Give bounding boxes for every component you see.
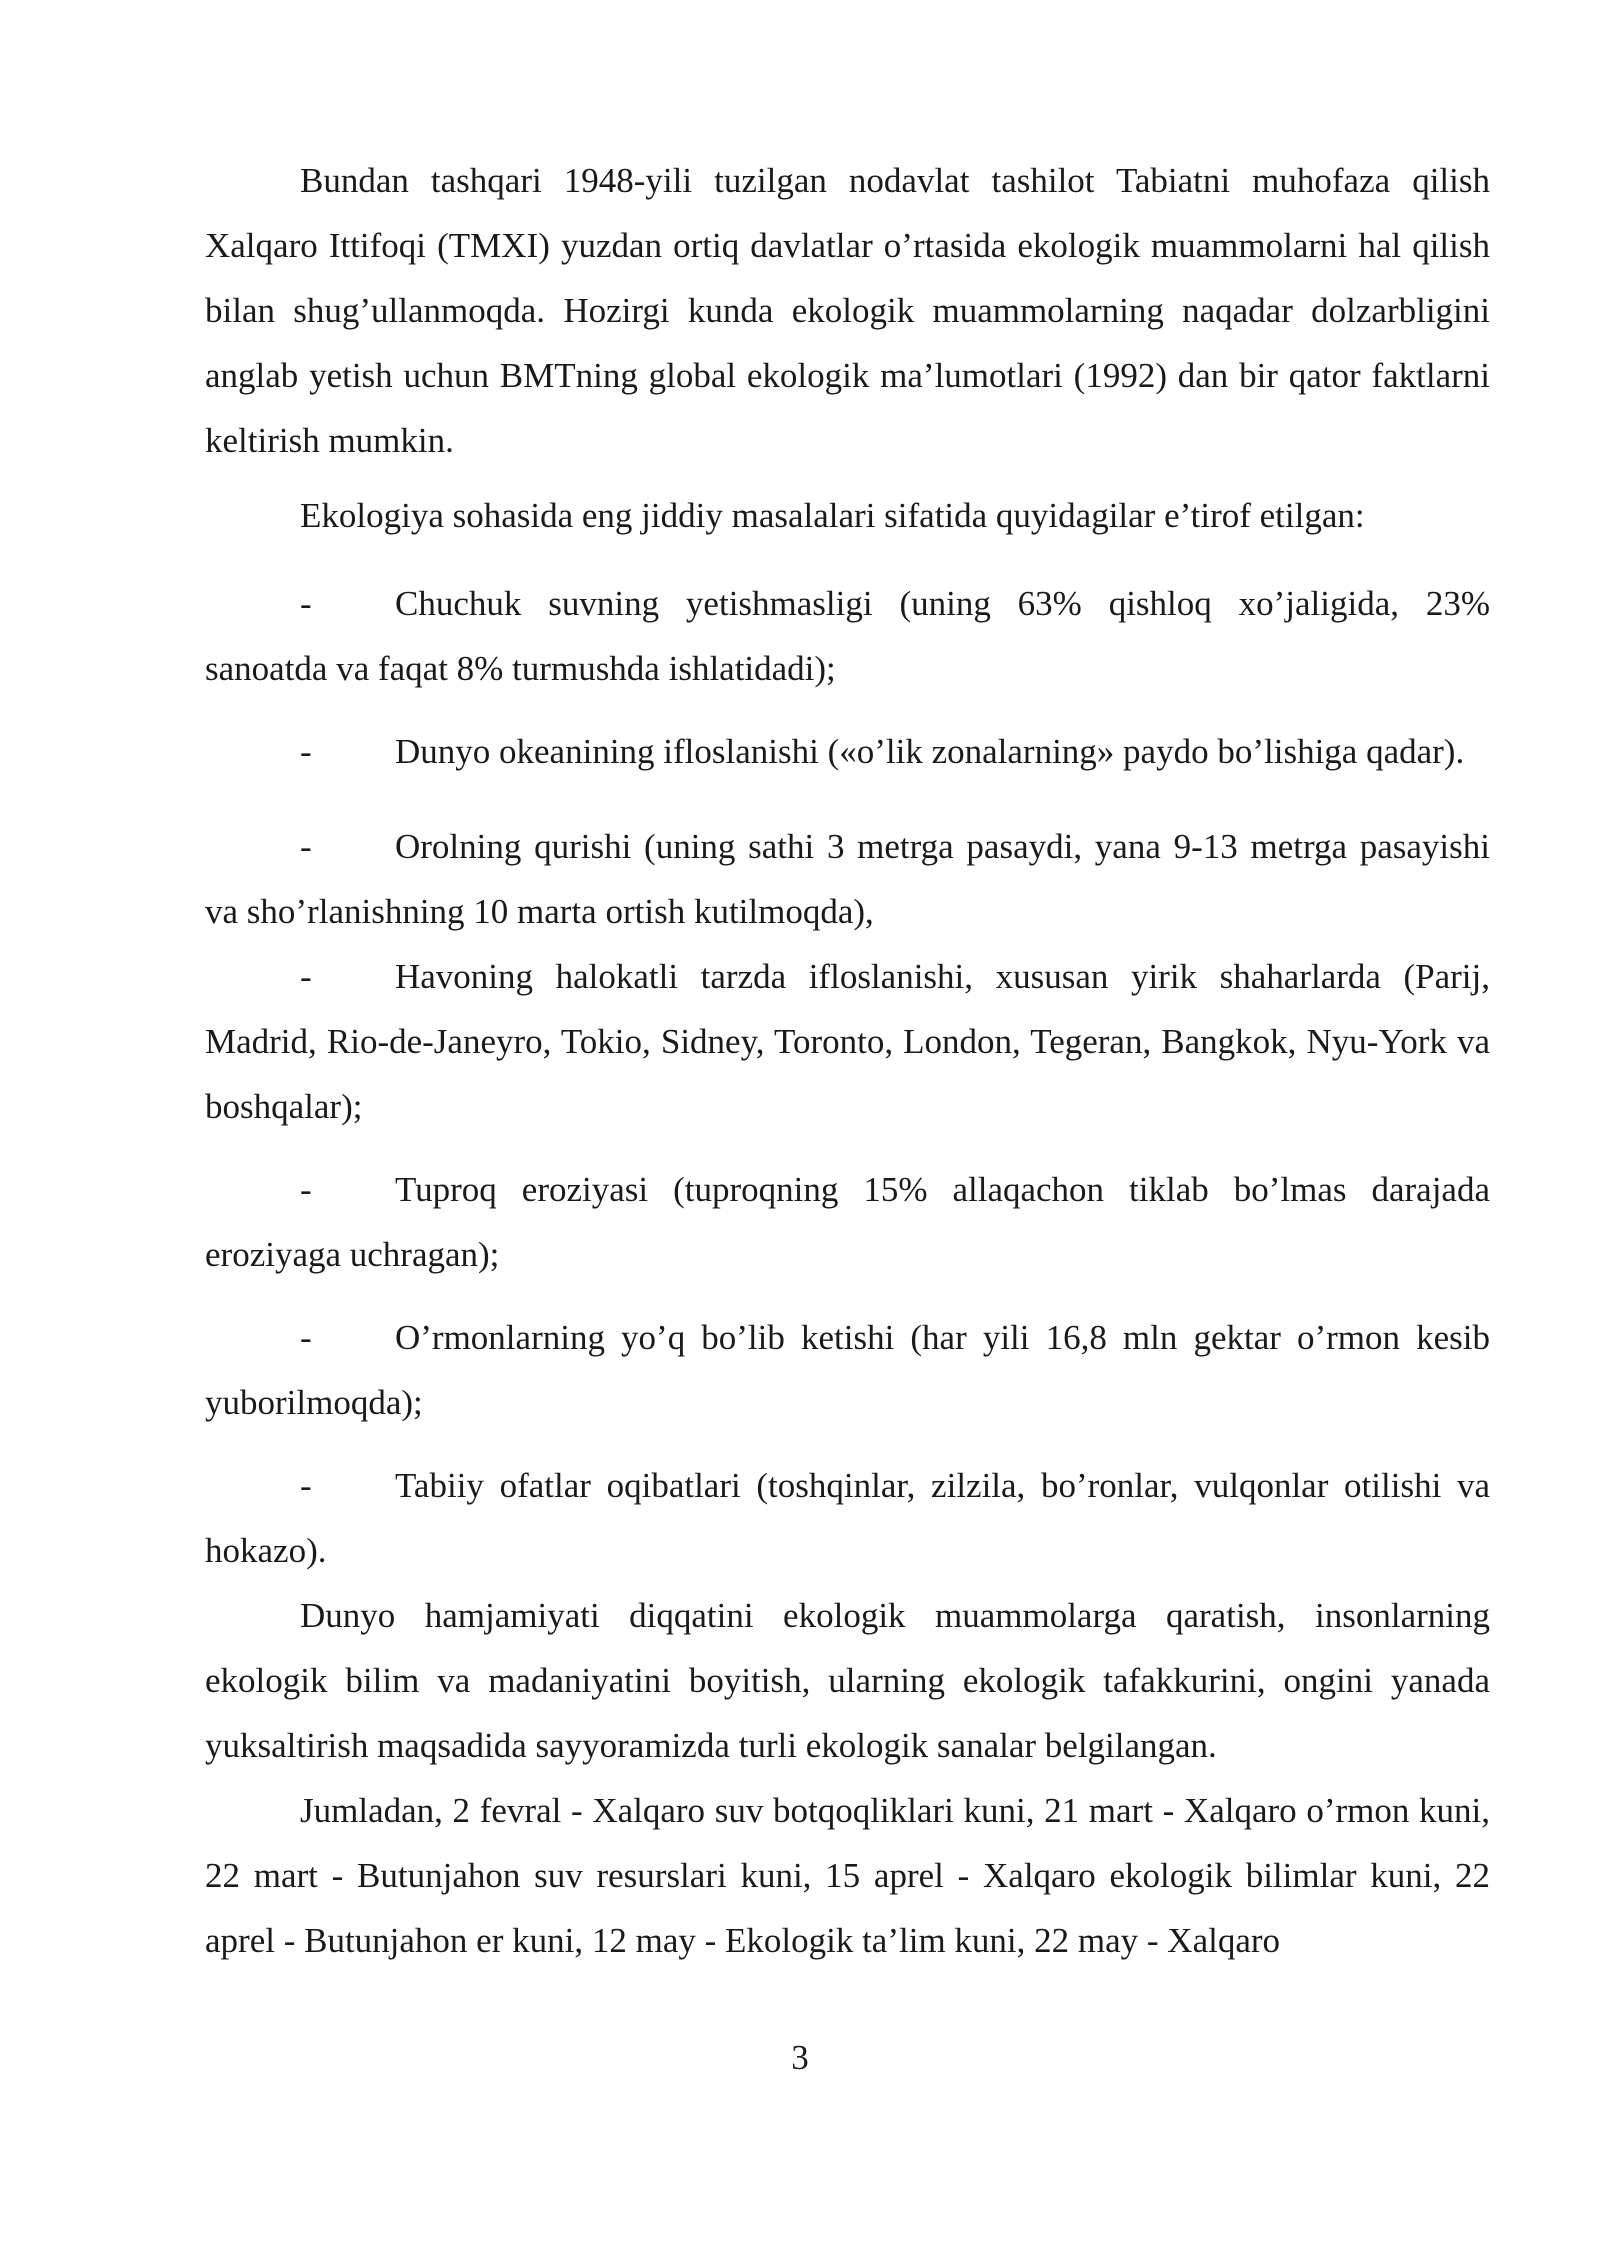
list-item (205, 719, 1490, 784)
list-item-text: Chuchuk suvning yetishmasligi (uning 63% qishloq xo’jaligida, 23% sanoatda va faqat 8% turmushda ishlatidadi); (205, 584, 1490, 688)
paragraph-intro: Bundan tashqari 1948-yili tuzilgan nodavlat tashilot Tabiatni muhofaza qilish Xalqaro Ittifoqi (TMXI) yuzdan ortiq davlatlar o’rtasida ekologik muammolarni hal qilish bilan shug’ullanmoqda. Hozirgi kunda ekologik muammolarning naqadar dolzarbligini anglab yetish uchun BMTning global ekologik ma’lumotlari (1992) dan bir qator faktlarni keltirish mumkin. (205, 161, 1490, 460)
paragraph-list-heading: Ekologiya sohasida eng jiddiy masalalari sifatida quyidagilar e’tirof etilgan: (300, 496, 1365, 535)
list-item-text: Orolning qurishi (uning sathi 3 metrga pasaydi, yana 9-13 metrga pasayishi va sho’rlanishning 10 marta ortish kutilmoqda), (205, 827, 1490, 931)
list-marker: - (300, 1318, 312, 1357)
list-marker: - (300, 1170, 312, 1209)
list-marker: - (300, 1466, 312, 1505)
list-item-text: Havoning halokatli tarzda ifloslanishi, xususan yirik shaharlarda (Parij, Madrid, Rio-de-Janeyro, Tokio, Sidney, Toronto, London, Tegeran, Bangkok, Nyu-York va boshqalar); (205, 957, 1490, 1126)
paragraph-dates: Jumladan, 2 fevral - Xalqaro suv botqoqliklari kuni, 21 mart - Xalqaro o’rmon kuni, 22 mart - Butunjahon suv resurslari kuni, 15 aprel - Xalqaro ekologik bilimlar kuni, 22 aprel - Butunjahon er kuni, 12 may - Ekologik ta’lim kuni, 22 may - Xalqaro (205, 1791, 1490, 1960)
paragraph-awareness: Dunyo hamjamiyati diqqatini ekologik muammolarga qaratish, insonlarning ekologik bilim va madaniyatini boyitish, ularning ekologik tafakkurini, ongini yanada yuksaltirish maqsadida sayyoramizda turli ekologik sanalar belgilangan. (205, 1596, 1490, 1765)
list-item (205, 1305, 1490, 1435)
list-marker: - (300, 584, 312, 623)
document-body (205, 148, 1490, 1973)
list-item (205, 571, 1490, 701)
list-item (205, 1453, 1490, 1583)
list-item-text: Tuproq eroziyasi (tuproqning 15% allaqachon tiklab bo’lmas darajada eroziyaga uchragan); (205, 1170, 1490, 1274)
list-marker: - (300, 732, 312, 771)
list-item-text: Tabiiy ofatlar oqibatlari (toshqinlar, zilzila, bo’ronlar, vulqonlar otilishi va hokazo). (205, 1466, 1490, 1570)
list-item (205, 1157, 1490, 1287)
list-marker: - (300, 827, 312, 866)
list-item-text: Dunyo okeanining ifloslanishi («o’lik zonalarning» paydo bo’lishiga qadar). (395, 732, 1465, 771)
list-item-text: O’rmonlarning yo’q bo’lib ketishi (har yili 16,8 mln gektar o’rmon kesib yuborilmoqda); (205, 1318, 1490, 1422)
problems-list (205, 571, 1490, 1583)
list-marker: - (300, 957, 312, 996)
page-number: 3 (791, 2038, 809, 2077)
list-item (205, 944, 1490, 1139)
list-item (205, 814, 1490, 944)
